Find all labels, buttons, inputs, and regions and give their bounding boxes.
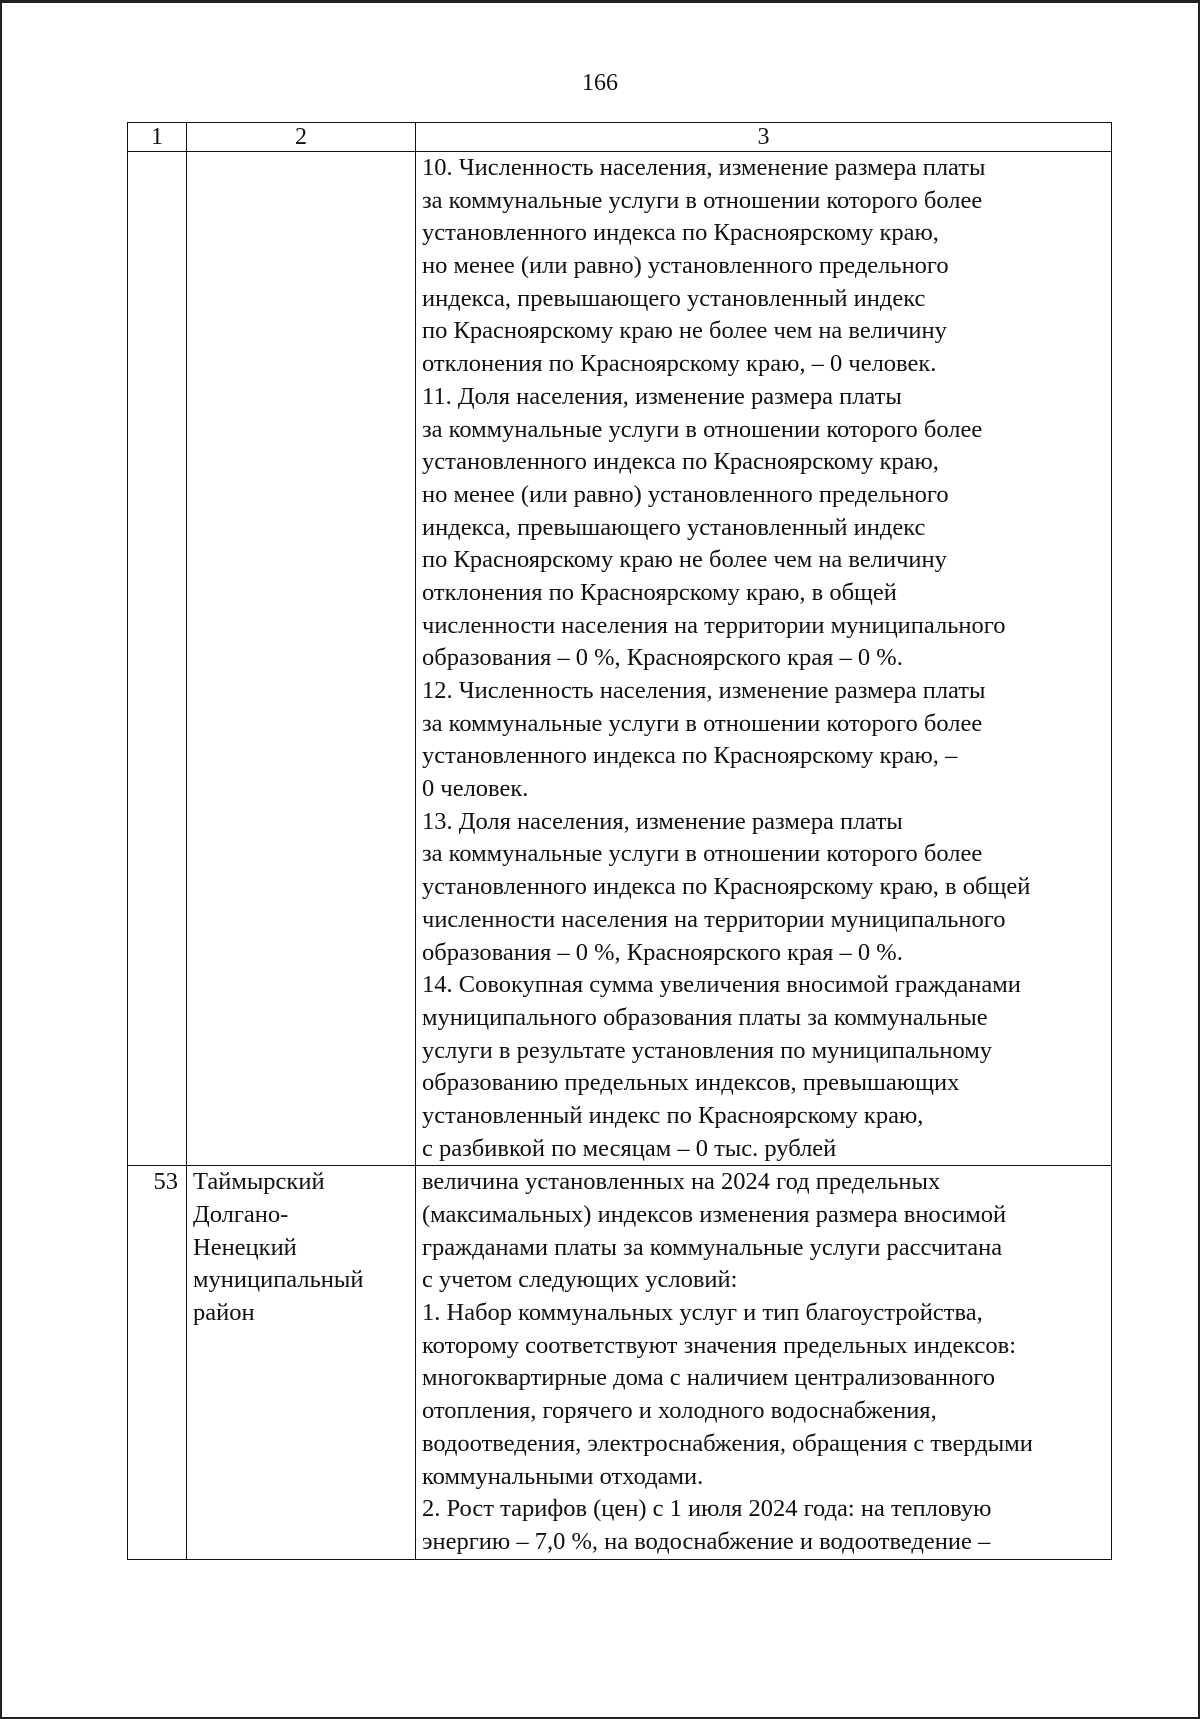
text-line: услуги в результате установления по муниципальному [422, 1036, 993, 1064]
text-line: установленного индекса по Красноярскому краю, [422, 219, 939, 247]
text-line: установленного индекса по Красноярскому краю, [422, 448, 939, 476]
text-line: энергию – 7,0 %, на водоснабжение и водоотведение – [422, 1527, 991, 1555]
page-number: 166 [582, 70, 618, 96]
text-line: гражданами платы за коммунальные услуги рассчитана [422, 1233, 1003, 1261]
document-table [127, 122, 1112, 1560]
row-continued-name-cell [187, 152, 416, 1166]
text-line: муниципального образования платы за коммунальные [422, 1003, 988, 1031]
description-lines [416, 1166, 1111, 1558]
text-line: но менее (или равно) установленного предельного [422, 480, 949, 508]
name-line: Таймырский [193, 1168, 325, 1196]
text-line: индекса, превышающего установленный индекс [422, 513, 926, 541]
row-number: 53 [153, 1168, 178, 1196]
row-53-description-cell [416, 1166, 1112, 1559]
text-line: 0 человек. [422, 775, 529, 803]
text-line: отклонения по Красноярскому краю, – 0 человек. [422, 350, 937, 378]
table-header-row [128, 123, 1112, 152]
table-row-continued [128, 152, 1112, 1166]
text-line: отопления, горячего и холодного водоснабжения, [422, 1397, 937, 1425]
text-line: за коммунальные услуги в отношении которого более [422, 709, 983, 737]
name-line: Ненецкий [193, 1233, 297, 1261]
text-line: образованию предельных индексов, превышающих [422, 1069, 960, 1097]
row-continued-number-cell [128, 152, 187, 1166]
text-line: за коммунальные услуги в отношении которого более [422, 186, 983, 214]
text-line: установленный индекс по Красноярскому краю, [422, 1101, 924, 1129]
text-line: 1. Набор коммунальных услуг и тип благоустройства, [422, 1299, 983, 1327]
text-line: 13. Доля населения, изменение размера платы [422, 807, 903, 835]
row-53-number-cell [128, 1166, 187, 1559]
text-line: численности населения на территории муниципального [422, 905, 1006, 933]
text-line: 11. Доля населения, изменение размера платы [422, 382, 902, 410]
text-line: образования – 0 %, Красноярского края – 0 %. [422, 644, 903, 672]
name-line: муниципальный [193, 1266, 364, 1294]
text-line: величина установленных на 2024 год предельных [422, 1168, 941, 1196]
header-col-1: 1 [128, 123, 187, 152]
text-line: водоотведения, электроснабжения, обращения с твердыми [422, 1429, 1033, 1457]
text-line: индекса, превышающего установленный индекс [422, 284, 926, 312]
text-line: установленного индекса по Красноярскому краю, – [422, 742, 958, 770]
scan-border-left [0, 0, 2, 1719]
text-line: 2. Рост тарифов (цен) с 1 июля 2024 года: на тепловую [422, 1495, 992, 1523]
text-line: по Красноярскому краю не более чем на величину [422, 317, 947, 345]
text-line: 12. Численность населения, изменение размера платы [422, 677, 986, 704]
row-53-name-cell [187, 1166, 416, 1559]
text-line: установленного индекса по Красноярскому краю, в общей [422, 873, 1031, 901]
description-lines [416, 152, 1111, 1165]
text-line: которому соответствуют значения предельных индексов: [422, 1331, 1017, 1359]
text-line: за коммунальные услуги в отношении которого более [422, 415, 983, 443]
municipality-name [187, 1166, 415, 1329]
header-col-3: 3 [416, 123, 1112, 152]
text-line: но менее (или равно) установленного предельного [422, 252, 949, 280]
text-line: образования – 0 %, Красноярского края – 0 %. [422, 938, 903, 966]
text-line: по Красноярскому краю не более чем на величину [422, 546, 947, 574]
name-line: Долгано- [193, 1201, 289, 1228]
text-line: многоквартирные дома с наличием централизованного [422, 1364, 996, 1392]
table-row-53 [128, 1166, 1112, 1559]
text-line: численности населения на территории муниципального [422, 611, 1006, 639]
text-line: с учетом следующих условий: [422, 1266, 738, 1294]
text-line: коммунальными отходами. [422, 1462, 704, 1490]
row-continued-description-cell [416, 152, 1112, 1166]
text-line: (максимальных) индексов изменения размера вносимой [422, 1201, 1007, 1228]
scan-border-top [0, 0, 1200, 3]
text-line: с разбивкой по месяцам – 0 тыс. рублей [422, 1134, 837, 1162]
name-line: район [193, 1299, 255, 1327]
text-line: отклонения по Красноярскому краю, в общей [422, 578, 897, 606]
text-line: 10. Численность населения, изменение размера платы [422, 154, 986, 181]
header-col-2: 2 [187, 123, 416, 152]
text-line: 14. Совокупная сумма увеличения вносимой гражданами [422, 971, 1021, 999]
text-line: за коммунальные услуги в отношении которого более [422, 840, 983, 868]
